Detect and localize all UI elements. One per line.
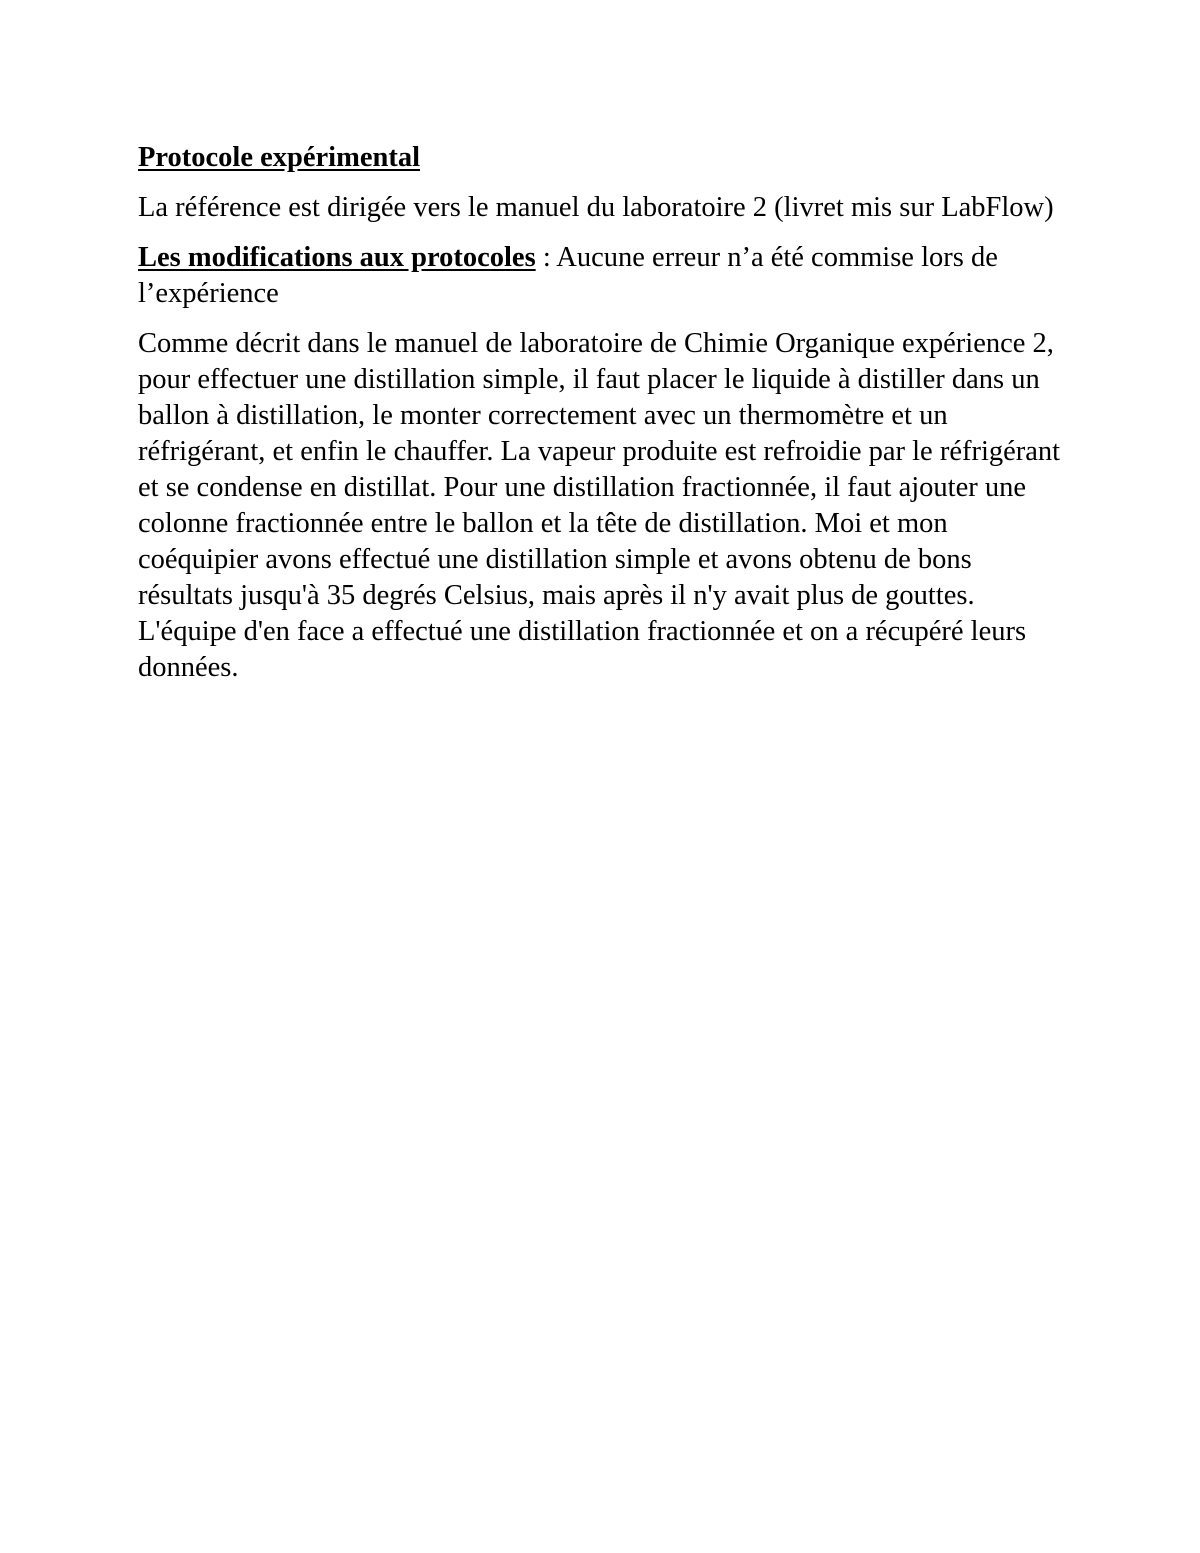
- modifications-label: Les modifications aux protocoles: [138, 242, 536, 273]
- section-heading: Protocole expérimental: [138, 142, 420, 173]
- modifications-paragraph: [138, 240, 1063, 312]
- reference-paragraph: La référence est dirigée vers le manuel du laboratoire 2 (livret mis sur LabFlow): [138, 192, 1054, 223]
- modifications-text: Aucune erreur n’a été commise lors de l’expérience: [138, 242, 998, 309]
- modifications-separator: :: [535, 242, 557, 273]
- document-content: [138, 140, 1063, 700]
- body-paragraph: Comme décrit dans le manuel de laboratoire de Chimie Organique expérience 2, pour effectuer une distillation simple, il faut placer le liquide à distiller dans un ballon à distillation, le monter correctement avec un thermomètre et un réfrigérant, et enfin le chauffer. La vapeur produite est refroidie par le réfrigérant et se condense en distillat. Pour une distillation fractionnée, il faut ajouter une colonne fractionnée entre le ballon et la tête de distillation. Moi et mon coéquipier avons effectué une distillation simple et avons obtenu de bons résultats jusqu'à 35 degrés Celsius, mais après il n'y avait plus de gouttes. L'équipe d'en face a effectué une distillation fractionnée et on a récupéré leurs données.: [138, 328, 1061, 683]
